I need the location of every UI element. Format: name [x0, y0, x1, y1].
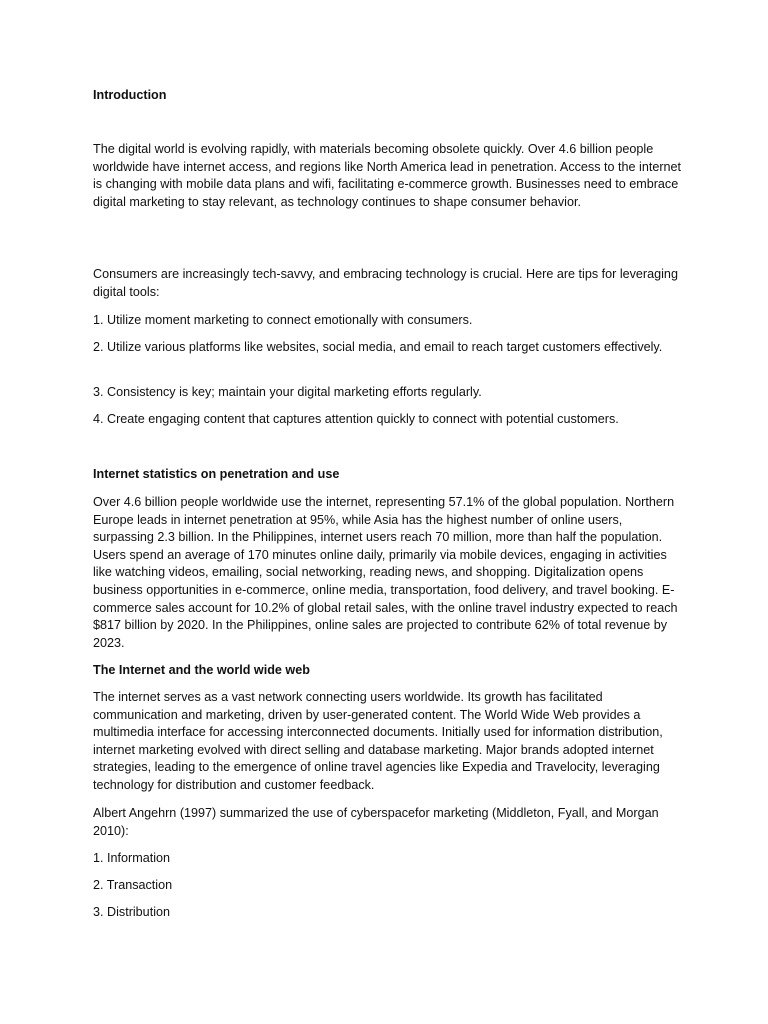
- use-item-2: 2. Transaction: [93, 878, 173, 892]
- angehrn-paragraph: Albert Angehrn (1997) summarized the use of cyberspacefor marketing (Middleton, Fyall, and Morgan 2010):: [93, 806, 659, 838]
- tip-item-3: 3. Consistency is key; maintain your digital marketing efforts regularly.: [93, 385, 482, 399]
- intro-paragraph: The digital world is evolving rapidly, with materials becoming obsolete quickly. Over 4.6 billion people worldwide have internet access, and regions like North America lead in penetration. Access to the internet is changing with mobile data plans and wifi, facilitating e-commerce growth. Businesses need to embrace digital marketing to stay relevant, as technology continues to shape consumer behavior.: [93, 142, 682, 209]
- tips-intro-paragraph: Consumers are increasingly tech-savvy, and embracing technology is crucial. Here are tips for leveraging digital tools:: [93, 267, 678, 299]
- web-heading: The Internet and the world wide web: [93, 663, 310, 677]
- stats-heading: Internet statistics on penetration and use: [93, 467, 340, 481]
- stats-paragraph: Over 4.6 billion people worldwide use the internet, representing 57.1% of the global population. Northern Europe leads in internet penetration at 95%, while Asia has the highest number of online users, surpassing 2.3 billion. In the Philippines, internet users reach 70 million, more than half the population. Users spend an average of 170 minutes online daily, primarily via mobile devices, engaging in activities like watching videos, emailing, social networking, reading news, and shopping. Digitalization opens business opportunities in e-commerce, online media, transportation, food delivery, and travel booking. E-commerce sales account for 10.2% of global retail sales, with the online travel industry expected to reach $817 billion by 2020. In the Philippines, online sales are projected to contribute 62% of total revenue by 2023.: [93, 495, 678, 650]
- tip-item-1: 1. Utilize moment marketing to connect emotionally with consumers.: [93, 313, 473, 327]
- intro-heading: Introduction: [93, 88, 167, 102]
- tip-item-4: 4. Create engaging content that captures attention quickly to connect with potential customers.: [93, 412, 619, 426]
- tip-item-2: 2. Utilize various platforms like websites, social media, and email to reach target customers effectively.: [93, 340, 663, 354]
- web-paragraph: The internet serves as a vast network connecting users worldwide. Its growth has facilitated communication and marketing, driven by user-generated content. The World Wide Web provides a multimedia interface for accessing interconnected documents. Initially used for information distribution, internet marketing evolved with direct selling and database marketing. Major brands adopted internet strategies, leading to the emergence of online travel agencies like Expedia and Travelocity, leveraging technology for distribution and customer feedback.: [93, 690, 663, 792]
- use-item-1: 1. Information: [93, 851, 171, 865]
- use-item-3: 3. Distribution: [93, 905, 170, 919]
